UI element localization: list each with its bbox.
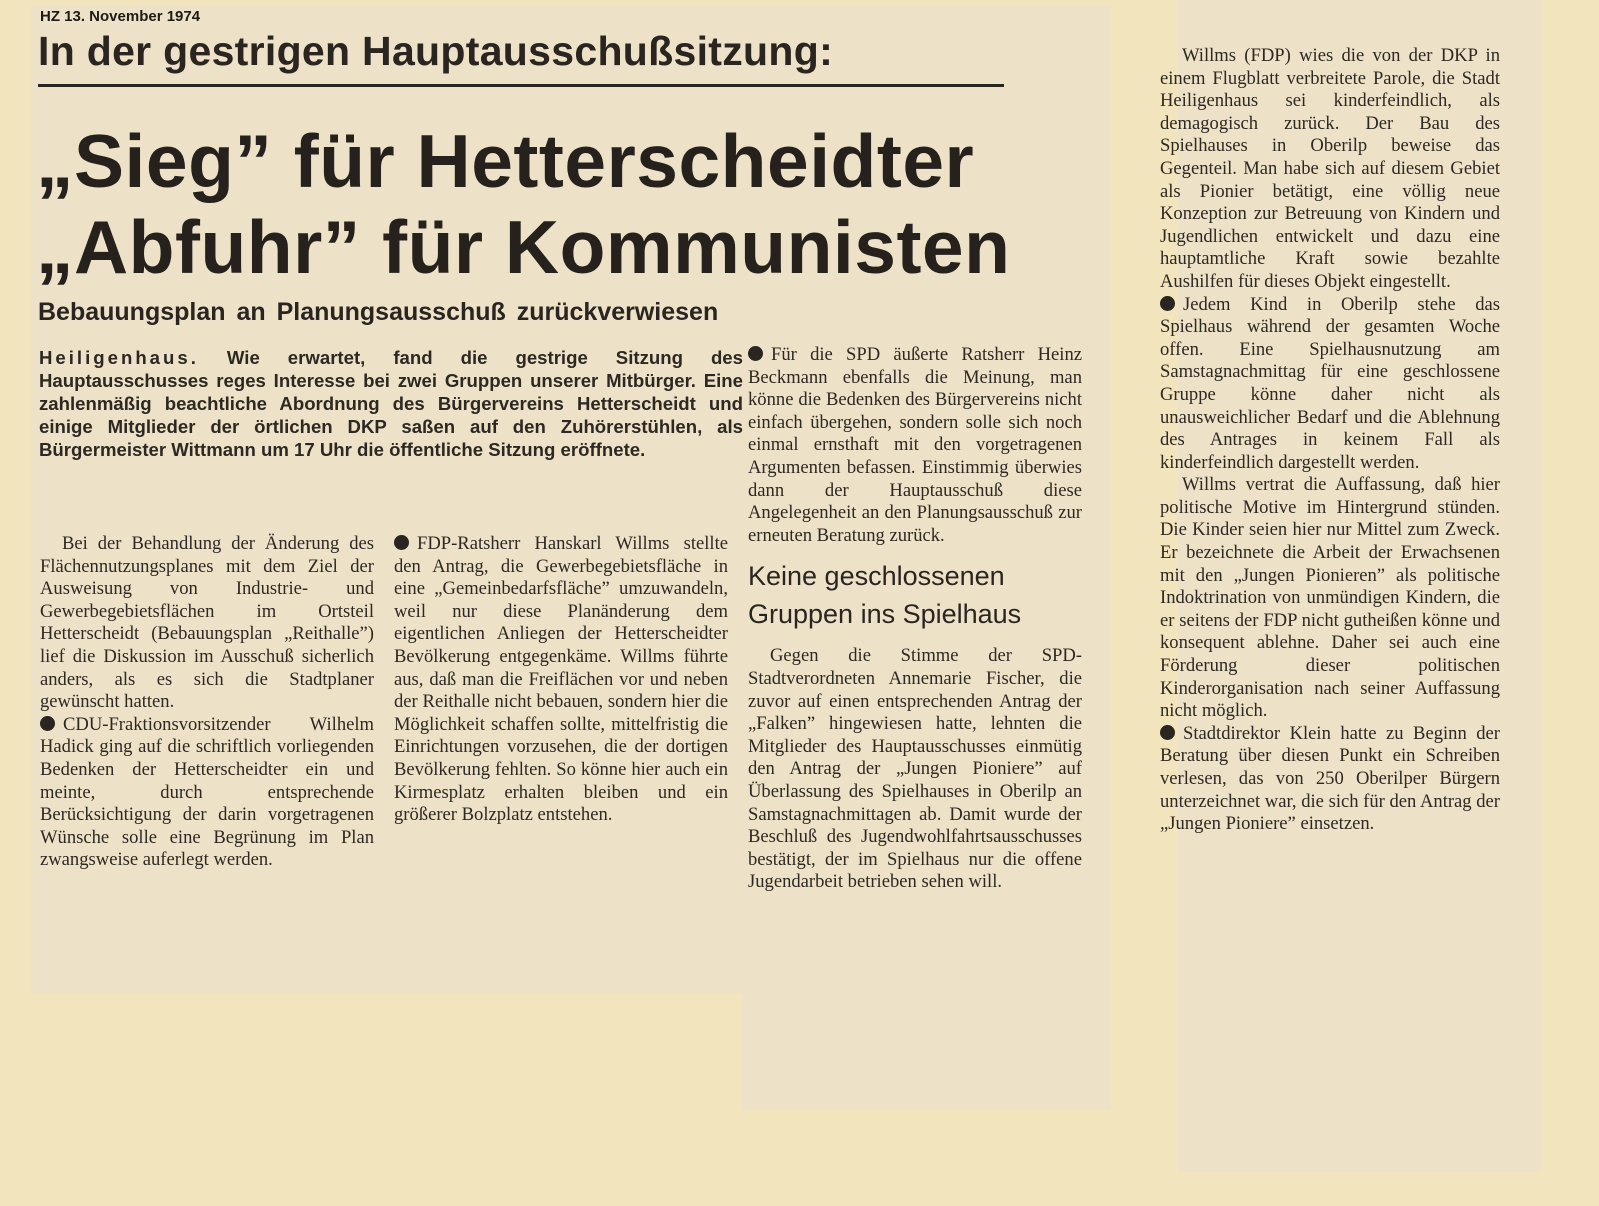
headline-line-1: „Sieg” für Hetterscheidter (36, 119, 975, 203)
paragraph-text: Jedem Kind in Oberilp stehe das Spielhaus während der gesamten Woche offen. Eine Spielhausnutzung am Samstagnachmittag für eine geschlossene Gruppe könne daher nicht als unausweichlicher Bedarf und die Ablehnung des Antrages in keinem Fall als kinderfeindlich dargestellt werden. (1160, 293, 1500, 473)
article-column-3 (748, 344, 1082, 894)
paragraph-text: FDP-Ratsherr Hanskarl Willms stellte den Antrag, die Gewerbegebietsfläche in eine „Gemeinbedarfsfläche” umzuwandeln, weil nur diese Planänderung dem eigentlichen Anliegen der Hetterscheidter Bevölkerung entgegenkäme. Willms führte aus, daß man die Freiflächen vor und neben der Reithalle nicht bebauen, sondern hier die Möglichkeit schaffen sollte, mittelfristig die Einrichtungen vorzusehen, die der dortigen Bevölkerung fehlten. So könne hier auch ein Kirmesplatz erhalten bleiben und ein größerer Bolzplatz entstehen. (394, 533, 728, 826)
lead-place: Heiligenhaus. (39, 347, 199, 368)
paragraph-text: Für die SPD äußerte Ratsherr Heinz Beckmann ebenfalls die Meinung, man könne die Bedenken des Bürgervereins nicht einfach übergehen, sondern solle sich noch einmal ernsthaft mit den vorgetragenen Argumenten befassen. Einstimmig überwies dann der Hauptausschuß diese Angelegenheit an den Planungsausschuß zur erneuten Beratung zurück. (748, 344, 1082, 546)
kicker-heading: In der gestrigen Hauptausschußsitzung: (38, 28, 834, 74)
paragraph (748, 344, 1082, 547)
paragraph-text: CDU-Fraktionsvorsitzender Wilhelm Hadick ging auf die schriftlich vorliegenden Bedenken der Hetterscheidter ein und meinte, durch entsprechende Berücksichtigung der darin vorgetragenen Wünsche solle eine Begrünung im Plan zwangsweise auferlegt werden. (40, 713, 374, 871)
bullet-dot-icon (1160, 296, 1175, 311)
paragraph (40, 714, 374, 872)
paragraph: Bei der Behandlung der Änderung des Flächennutzungsplanes mit dem Ziel der Ausweisung von Industrie- und Gewerbegebietsflächen im Ortsteil Hetterscheidt (Bebauungsplan „Reithalle”) lief die Diskussion im Ausschuß sicherlich anders, als es sich die Stadtplaner gewünscht hatten. (40, 533, 374, 713)
source-dateline: HZ 13. November 1974 (40, 8, 201, 25)
paragraph (1160, 723, 1500, 836)
paragraph (1160, 294, 1500, 475)
article-column-2 (394, 533, 728, 827)
page-background-gap (31, 994, 742, 1206)
section-heading: Keine geschlossenen Gruppen ins Spielhaus (748, 561, 1022, 630)
kicker-underline (38, 84, 1004, 87)
paragraph: Willms vertrat die Auffassung, daß hier politische Motive im Hintergrund stünden. Die Kinder seien hier nur Mittel zum Zweck. Er bezeichnete die Arbeit der Erwachsenen mit den „Jungen Pionieren” als politische Indoktrination von unmündigen Kindern, die er seitens der FDP nicht gutheißen könne und konsequent ablehne. Daher sei auch eine Förderung dieser politischen Kinderorganisation nach seiner Auffassung nicht möglich. (1160, 474, 1500, 722)
lead-text: Wie erwartet, fand die gestrige Sitzung des Hauptausschusses reges Interesse bei zwei Gruppen unserer Mitbürger. Eine zahlenmäßig beachtliche Abordnung des Bürgervereins Hetterscheidt und einige Mitglieder der örtlichen DKP saßen auf den Zuhörerstühlen, als Bürgermeister Wittmann um 17 Uhr die öffentliche Sitzung eröffnete. (39, 347, 743, 460)
bullet-dot-icon (1160, 725, 1175, 740)
headline-line-2: „Abfuhr” für Kommunisten (36, 205, 1011, 289)
article-column-4 (1160, 45, 1500, 836)
paragraph (394, 533, 728, 827)
article-column-1 (40, 533, 374, 872)
paragraph: Gegen die Stimme der SPD-Stadtverordneten Annemarie Fischer, die zuvor auf einen entsprechenden Antrag der „Falken” hingewiesen hatte, lehnten die Mitglieder des Hauptausschusses einmütig den Antrag der „Jungen Pioniere” auf Überlassung des Spielhauses in Oberilp an Samstagnachmittagen ab. Damit wurde der Beschluß des Jugendwohlfahrtsausschusses bestätigt, der im Spielhaus nur die offene Jugendarbeit betrieben sehen will. (748, 645, 1082, 893)
lead-paragraph (39, 346, 743, 461)
paragraph: Willms (FDP) wies die von der DKP in einem Flugblatt verbreitete Parole, die Stadt Heiligenhaus sei kinderfeindlich, als demagogisch zurück. Der Bau des Spielhauses in Oberilp beweise das Gegenteil. Man habe sich auf diesem Gebiet als Pionier betätigt, eine völlig neue Konzeption zur Betreuung von Kindern und Jugendlichen entwickelt und dazu eine hauptamtliche Kraft sowie bezahlte Aushilfen für dieses Objekt eingestellt. (1160, 45, 1500, 292)
article-clipping-col3-extension (742, 990, 1111, 1110)
bullet-dot-icon (394, 535, 409, 550)
bullet-dot-icon (748, 346, 763, 361)
bullet-dot-icon (40, 716, 55, 731)
subheadline: Bebauungsplan an Planungsausschuß zurückverwiesen (38, 298, 719, 326)
paragraph-text: Stadtdirektor Klein hatte zu Beginn der Beratung über diesen Punkt ein Schreiben verlesen, das von 250 Oberilper Bürgern unterzeichnet war, die sich für den Antrag der „Jungen Pioniere” einsetzen. (1160, 722, 1500, 835)
